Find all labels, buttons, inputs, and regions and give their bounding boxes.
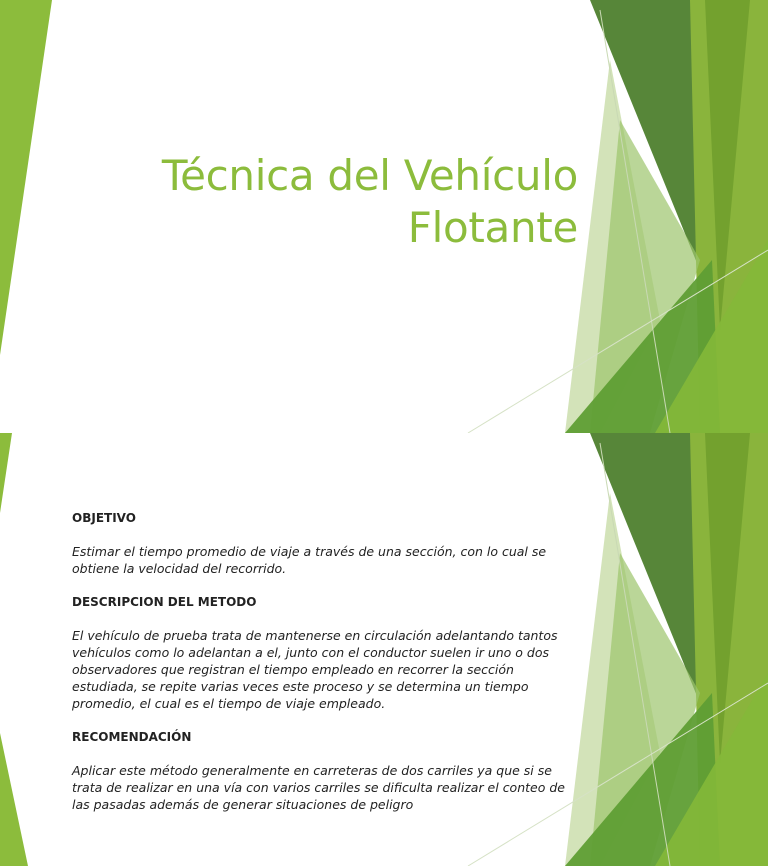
title-line-2: Flotante — [407, 203, 578, 252]
descripcion-text: El vehículo de prueba trata de mantenerse en circulación adelantando tantos vehículos como lo adelantan a el, junto con el conductor suelen ir uno o dos observadores que registran el tiempo empleado en recorrer la sección estudiada, se repite varias veces este proceso y se determina un tiempo promedio, el cual es el tiempo de viaje empleado. — [72, 628, 558, 711]
left-green-band — [0, 0, 52, 355]
objetivo-heading: OBJETIVO — [72, 511, 136, 525]
left-green-band-bottom — [0, 733, 28, 866]
recomendacion-text: Aplicar este método generalmente en carreteras de dos carriles ya que si se trata de realizar en una vía con varios carriles se dificulta realizar el conteo de las pasadas además de generar situaciones de peligro — [72, 763, 565, 812]
slide-title — [162, 150, 578, 254]
slide-content — [72, 511, 582, 831]
recomendacion-heading: RECOMENDACIÓN — [72, 730, 192, 744]
left-green-band-top — [0, 433, 12, 513]
descripcion-heading: DESCRIPCION DEL METODO — [72, 595, 257, 609]
objetivo-text: Estimar el tiempo promedio de viaje a través de una sección, con lo cual se obtiene la velocidad del recorrido. — [72, 544, 547, 576]
content-slide — [0, 433, 768, 866]
title-line-1: Técnica del Vehículo — [161, 151, 578, 200]
